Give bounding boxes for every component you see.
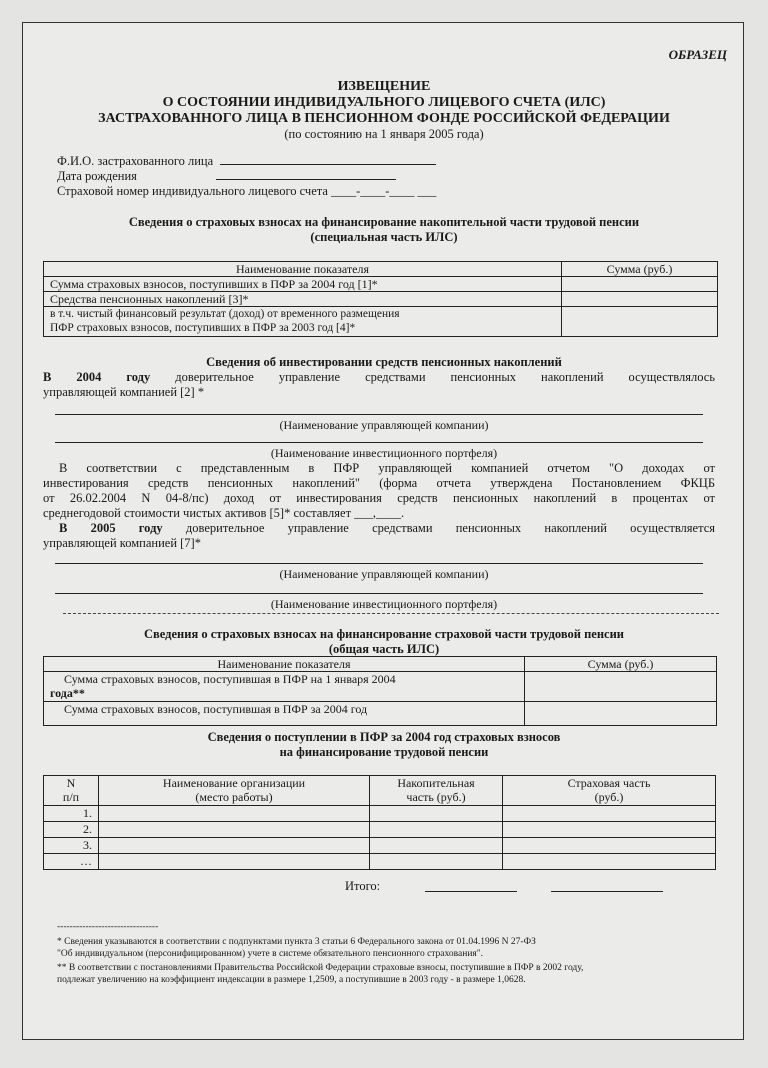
receipts-col-n-line-1: N	[66, 776, 76, 790]
table-row	[44, 854, 716, 870]
receipts-col-n-line-2: п/п	[62, 790, 80, 804]
ins-cell[interactable]	[503, 854, 716, 870]
invest-para-1-line-1	[43, 370, 715, 386]
footnote-1-line-2: "Об индивидуальном (персонифицированном) учете в системе обязательного пенсионного страхования".	[57, 949, 484, 959]
title-line-2: О СОСТОЯНИИ ИНДИВИДУАЛЬНОГО ЛИЦЕВОГО СЧЕТА (ИЛС)	[162, 95, 606, 110]
acc-cell[interactable]	[370, 822, 503, 838]
special-row-2-sum[interactable]	[562, 292, 718, 307]
footnote-rule: --------------------------------	[57, 922, 159, 932]
receipts-col-n	[44, 776, 99, 806]
general-col-sum: Сумма (руб.)	[525, 657, 717, 672]
special-subtitle: (специальная часть ИЛС)	[310, 230, 458, 244]
name-label: Ф.И.О. застрахованного лица	[57, 154, 214, 168]
table-row	[44, 838, 716, 854]
row-number: 1.	[44, 806, 99, 822]
receipts-subtitle: на финансирование трудовой пенсии	[279, 745, 489, 759]
receipts-col-org-line-2: (место работы)	[195, 790, 273, 804]
special-row-3	[44, 307, 562, 337]
receipts-col-acc	[370, 776, 503, 806]
name-field	[57, 154, 436, 169]
footnote-2-line-2: подлежат увеличению на коэффициент индексации в размере 1,2509, а поступившие в 2003 году - в размере 1,0628.	[57, 975, 526, 985]
special-title: Сведения о страховых взносах на финансирование накопительной части трудовой пенсии	[128, 215, 640, 229]
section-divider	[63, 613, 719, 614]
receipts-title: Сведения о поступлении в ПФР за 2004 год страховых взносов	[207, 730, 561, 744]
general-row-1-line-2: года**	[50, 686, 85, 700]
org-cell[interactable]	[99, 854, 370, 870]
title-line-3: ЗАСТРАХОВАННОГО ЛИЦА В ПЕНСИОННОМ ФОНДЕ РОССИЙСКОЙ ФЕДЕРАЦИИ	[98, 111, 670, 126]
table-row	[44, 822, 716, 838]
org-cell[interactable]	[99, 822, 370, 838]
invest-para-3-line-1	[59, 521, 715, 537]
acc-cell[interactable]	[370, 854, 503, 870]
receipts-col-ins	[503, 776, 716, 806]
row-number: 2.	[44, 822, 99, 838]
portfolio-caption-2005: (Наименование инвестиционного портфеля)	[270, 597, 498, 611]
general-subtitle: (общая часть ИЛС)	[328, 642, 440, 656]
ins-cell[interactable]	[503, 838, 716, 854]
company-caption-2004: (Наименование управляющей компании)	[279, 418, 489, 432]
company-input-line-2005[interactable]	[55, 563, 703, 564]
receipts-col-acc-line-1: Накопительная	[397, 776, 475, 790]
special-row-1: Сумма страховых взносов, поступивших в ПФР за 2004 год [1]*	[44, 277, 562, 292]
title-line-1: ИЗВЕЩЕНИЕ	[337, 79, 431, 94]
name-input-line[interactable]	[220, 154, 436, 165]
footnote-1-line-1: * Сведения указываются в соответствии с подпунктами пункта 3 статьи 6 Федерального закона от 01.04.1996 N 27-ФЗ	[57, 937, 536, 947]
general-title: Сведения о страховых взносах на финансирование страховой части трудовой пенсии	[144, 627, 624, 641]
invest-para-2-line-2: инвестирования средств пенсионных накоплений" (форма отчета утверждена Постановлением ФКЦБ	[43, 476, 715, 490]
invest-title: Сведения об инвестировании средств пенсионных накоплений	[206, 355, 562, 369]
invest-para-3-text: доверительное управление средствами пенсионных накоплений осуществляется	[185, 521, 715, 535]
receipts-col-ins-line-2: (руб.)	[594, 790, 624, 804]
general-col-name: Наименование показателя	[44, 657, 525, 672]
receipts-table	[43, 775, 716, 870]
invest-para-1-text: доверительное управление средствами пенсионных накоплений осуществлялось	[175, 370, 716, 384]
receipts-col-acc-line-2: часть (руб.)	[406, 790, 466, 804]
snils-mask[interactable]: ____-____-____ ___	[331, 184, 437, 198]
general-row-2: Сумма страховых взносов, поступившая в ПФР за 2004 год	[44, 702, 525, 726]
portfolio-input-line-2004[interactable]	[55, 442, 703, 443]
receipts-col-org-line-1: Наименование организации	[162, 776, 306, 790]
special-col-sum: Сумма (руб.)	[562, 262, 718, 277]
year-2005-label: В 2005 году	[59, 521, 163, 535]
special-row-3-sum[interactable]	[562, 307, 718, 337]
portfolio-caption-2004: (Наименование инвестиционного портфеля)	[270, 446, 498, 460]
birth-label: Дата рождения	[57, 169, 137, 183]
total-ins-line[interactable]	[551, 891, 663, 892]
birth-input-line[interactable]	[216, 169, 396, 180]
ins-cell[interactable]	[503, 822, 716, 838]
general-table	[43, 656, 717, 726]
general-row-1-sum[interactable]	[525, 672, 717, 702]
acc-cell[interactable]	[370, 838, 503, 854]
document-sheet	[22, 22, 744, 1040]
footnote-2-line-1: ** В соответствии с постановлениями Правительства Российской Федерации страховые взносы, поступившие в ПФР в 2002 году,	[57, 963, 584, 973]
title-date: (по состоянию на 1 января 2005 года)	[284, 127, 484, 141]
org-cell[interactable]	[99, 806, 370, 822]
general-row-1	[44, 672, 525, 702]
invest-para-1-line-2: управляющей компанией [2] *	[43, 385, 205, 399]
total-label: Итого:	[345, 879, 381, 893]
acc-cell[interactable]	[370, 806, 503, 822]
ins-cell[interactable]	[503, 806, 716, 822]
row-number: 3.	[44, 838, 99, 854]
year-2004-label: В 2004 году	[43, 370, 151, 384]
portfolio-input-line-2005[interactable]	[55, 593, 703, 594]
receipts-col-ins-line-1: Страховая часть	[567, 776, 651, 790]
special-row-1-sum[interactable]	[562, 277, 718, 292]
special-row-3-line-2: ПФР страховых взносов, поступивших в ПФР за 2003 год [4]*	[50, 322, 356, 334]
invest-para-2-line-4: среднегодовой стоимости чистых активов [5]* составляет ___,____.	[43, 506, 405, 520]
org-cell[interactable]	[99, 838, 370, 854]
receipts-col-org	[99, 776, 370, 806]
total-acc-line[interactable]	[425, 891, 517, 892]
invest-para-2-line-1: В соответствии с представленным в ПФР управляющей компанией отчетом "О доходах от	[59, 461, 715, 475]
special-row-3-line-1: в т.ч. чистый финансовый результат (доход) от временного размещения	[50, 308, 400, 320]
invest-para-3-line-2: управляющей компанией [7]*	[43, 536, 201, 550]
general-row-2-sum[interactable]	[525, 702, 717, 726]
snils-field	[57, 184, 436, 199]
special-table	[43, 261, 718, 337]
sample-stamp: ОБРАЗЕЦ	[668, 47, 727, 62]
company-caption-2005: (Наименование управляющей компании)	[279, 567, 489, 581]
birth-field	[57, 169, 396, 184]
special-row-2: Средства пенсионных накоплений [3]*	[44, 292, 562, 307]
general-row-1-line-1: Сумма страховых взносов, поступившая в ПФР на 1 января 2004	[64, 672, 396, 686]
special-col-name: Наименование показателя	[44, 262, 562, 277]
row-number: …	[44, 854, 99, 870]
snils-label: Страховой номер индивидуального лицевого счета	[57, 184, 328, 198]
company-input-line-2004[interactable]	[55, 414, 703, 415]
invest-para-2-line-3: от 26.02.2004 N 04-8/пс) доход от инвестирования средств пенсионных накоплений в процентах от	[43, 491, 715, 505]
table-row	[44, 806, 716, 822]
